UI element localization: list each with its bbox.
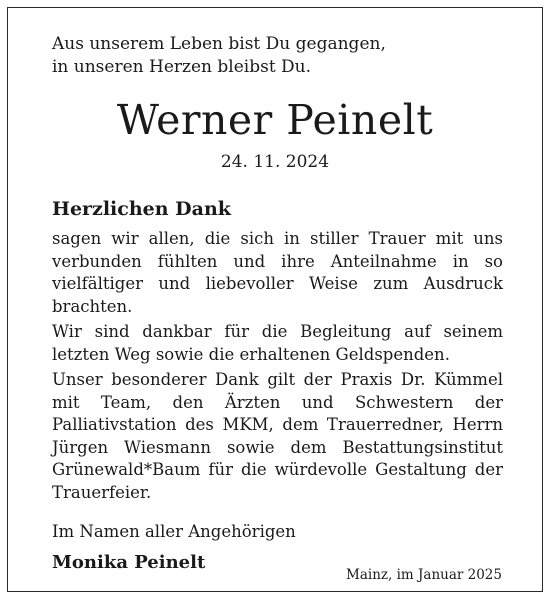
motto xyxy=(52,33,386,79)
thanks-paragraph: Unser besonderer Dank gilt der Praxis Dr. Kümmel mit Team, den Ärzten und Schwestern der Palliativstation des MKM, dem Trauerredner, Herrn Jürgen Wiesmann sowie dem Bestattungsinstitut Grünewald*Baum für die würdevolle Gestaltung der Trauerfeier. xyxy=(52,370,503,502)
motto-line-1: Aus unserem Leben bist Du gegangen, xyxy=(52,34,386,54)
thanks-paragraph: sagen wir allen, die sich in stiller Trauer mit uns verbunden fühlten und ihre Anteilnahme in so vielfältiger und liebevoller Weise zum Ausdruck brachten. xyxy=(52,229,503,316)
date-of-death: 24. 11. 2024 xyxy=(220,152,330,172)
signature: Monika Peinelt xyxy=(52,552,206,573)
motto-line-2: in unseren Herzen bleibst Du. xyxy=(52,57,312,77)
thanks-heading: Herzlichen Dank xyxy=(52,198,231,220)
closing-line: Im Namen aller Angehörigen xyxy=(52,522,296,541)
thanks-paragraph: Wir sind dankbar für die Begleitung auf seinem letzten Weg sowie die erhaltenen Geldspenden. xyxy=(52,322,503,364)
thanks-body xyxy=(52,228,503,507)
place-and-date: Mainz, im Januar 2025 xyxy=(346,567,502,583)
deceased-name: Werner Peinelt xyxy=(116,96,434,144)
